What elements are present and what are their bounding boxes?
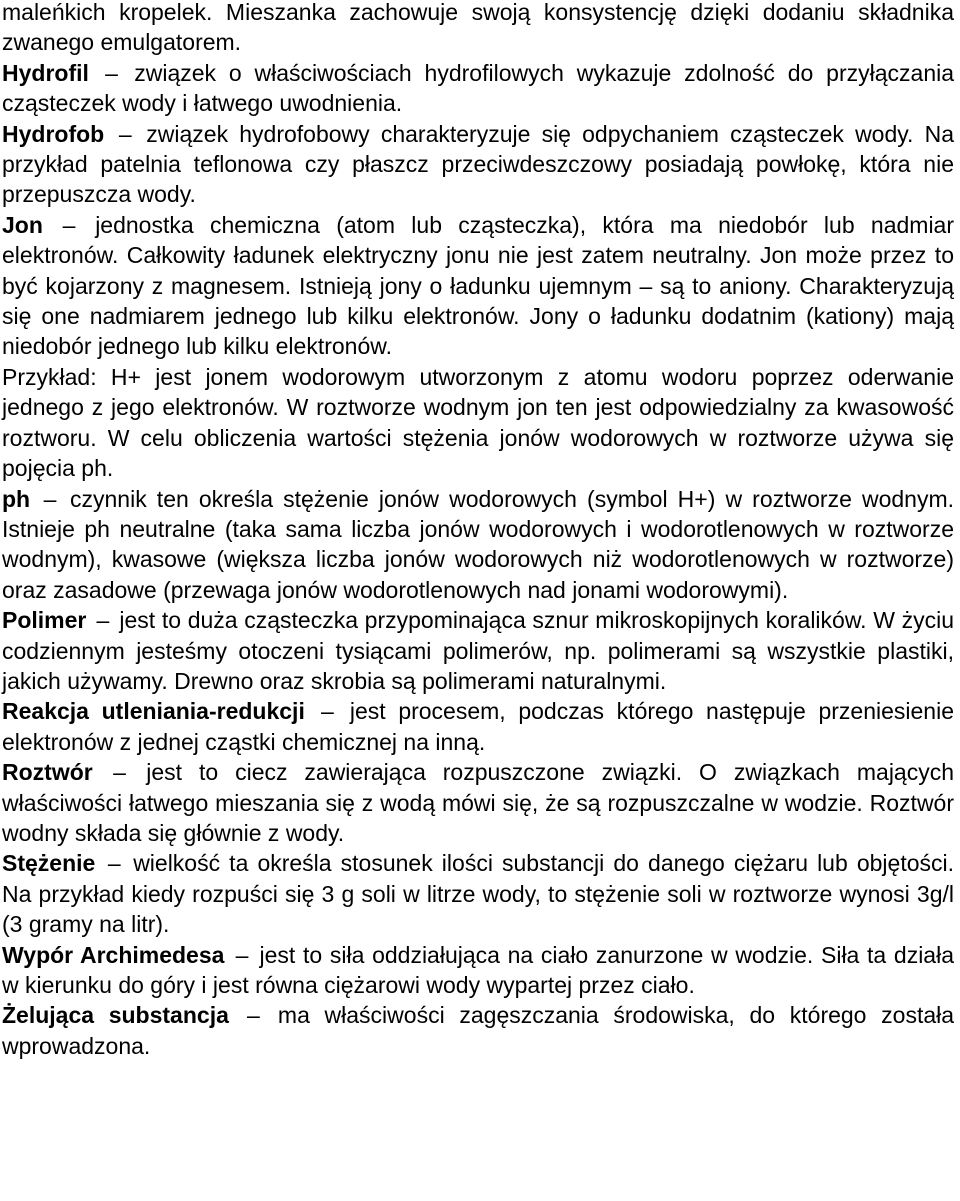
paragraph-text: maleńkich kropelek. Mieszanka zachowuje swoją konsystencję dzięki dodaniu składnika zwanego emulgatorem. xyxy=(2,0,954,56)
definition-hydrofil xyxy=(2,58,954,119)
definition-dash: – xyxy=(113,759,126,786)
definition-zelujaca-substancja xyxy=(2,1000,954,1061)
definition-ph xyxy=(2,484,954,606)
definition-reakcja-utleniania-redukcji xyxy=(2,696,954,757)
definition-dash: – xyxy=(43,485,57,512)
definition-term: Stężenie xyxy=(2,850,96,877)
definition-term: Wypór Archimedesa xyxy=(2,941,225,968)
definition-text: związek hydrofobowy charakteryzuje się odpychaniem cząsteczek wody. Na przykład patelnia teflonowa czy płaszcz przeciwdeszczowy posiadają powłokę, która nie przepuszcza wody. xyxy=(2,120,955,208)
definition-stezenie xyxy=(2,848,954,939)
definition-term: Reakcja utleniania-redukcji xyxy=(2,698,305,725)
definition-text: związek o właściwościach hydrofilowych wykazuje zdolność do przyłączania cząsteczek wody i łatwego uwodnienia. xyxy=(2,59,955,117)
paragraph-example-hydrogen-ion xyxy=(2,362,954,484)
definition-dash: – xyxy=(235,941,249,968)
definition-dash: – xyxy=(105,59,118,86)
definition-dash: – xyxy=(320,698,334,725)
paragraph-text: Przykład: H+ jest jonem wodorowym utworzonym z atomu wodoru poprzez oderwanie jednego z jego elektronów. W roztworze wodnym jon ten jest odpowiedzialny za kwasowość roztworu. W celu obliczenia wartości stężenia jonów wodorowych w roztworze używa się pojęcia ph. xyxy=(2,363,954,482)
definition-text: czynnik ten określa stężenie jonów wodorowych (symbol H+) w roztworze wodnym. Istnieje ph neutralne (taka sama liczba jonów wodorowych i wodorotlenowych w roztworze wodnym), kwasowe (większa liczba jonów wodorowych niż wodorotlenowych w roztworze) oraz zasadowe (przewaga jonów wodorotlenowych nad jonami wodorowymi). xyxy=(2,485,955,603)
definition-term: ph xyxy=(2,485,31,512)
definition-dash: – xyxy=(247,1002,260,1029)
definition-polimer xyxy=(2,605,954,696)
definition-text: jednostka chemiczna (atom lub cząsteczka), która ma niedobór lub nadmiar elektronów. Całkowity ładunek elektryczny jonu nie jest zatem neutralny. Jon może przez to być kojarzony z magnesem. Istnieją jony o ładunku ujemnym – są to aniony. Charakteryzują się one nadmiarem jednego lub kilku elektronów. Jony o ładunku dodatnim (kationy) mają niedobór jednego lub kilku elektronów. xyxy=(2,211,955,360)
definition-hydrofob xyxy=(2,119,954,210)
definition-text: ma właściwości zagęszczania środowiska, do którego została wprowadzona. xyxy=(2,1002,955,1059)
definition-text: jest to ciecz zawierająca rozpuszczone związki. O związkach mających właściwości łatwego mieszania się z wodą mówi się, że są rozpuszczalne w wodzie. Roztwór wodny składa się głównie z wody. xyxy=(2,759,955,846)
definition-dash: – xyxy=(118,120,132,147)
definition-term: Jon xyxy=(2,211,43,238)
definition-text: wielkość ta określa stosunek ilości substancji do danego ciężaru lub objętości. Na przykład kiedy rozpuści się 3 g soli w litrze wody, to stężenie soli w roztworze wynosi 3g/l (3 gramy na litr). xyxy=(2,850,955,938)
definition-term: Żelująca substancja xyxy=(2,1002,229,1029)
definition-text: jest to siła oddziałująca na ciało zanurzone w wodzie. Siła ta działa w kierunku do góry i jest równa ciężarowi wody wypartej przez ciało. xyxy=(2,941,955,998)
definition-term: Hydrofob xyxy=(2,120,105,147)
definition-term: Hydrofil xyxy=(2,59,89,86)
definition-dash: – xyxy=(96,607,110,634)
definition-jon xyxy=(2,210,954,362)
definition-text: jest procesem, podczas którego następuje przeniesienie elektronów z jednej cząstki chemicznej na inną. xyxy=(2,698,955,755)
definition-text: jest to duża cząsteczka przypominająca sznur mikroskopijnych koralików. W życiu codziennym jesteśmy otoczeni tysiącami polimerów, np. polimerami są wszystkie plastiki, jakich używamy. Drewno oraz skrobia są polimerami naturalnymi. xyxy=(2,607,955,694)
paragraph-emulsion-continuation xyxy=(2,0,954,58)
definition-roztwor xyxy=(2,757,954,848)
definition-wypor-archimedesa xyxy=(2,940,954,1001)
definition-term: Polimer xyxy=(2,607,87,634)
definition-dash: – xyxy=(62,211,76,238)
definition-dash: – xyxy=(107,850,121,877)
definition-term: Roztwór xyxy=(2,759,93,786)
